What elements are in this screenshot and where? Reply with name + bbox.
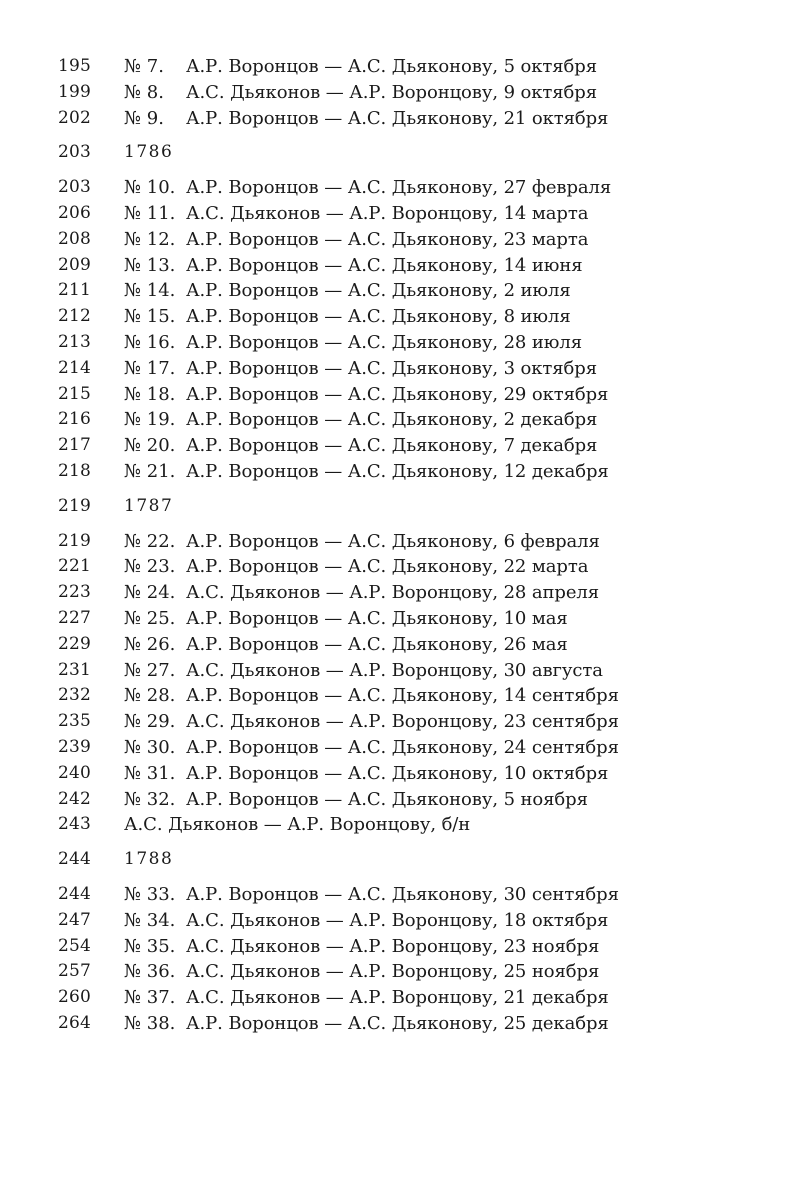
letter-number: № 32. [124, 788, 176, 810]
letter-title: А.Р. Воронцов — А.С. Дьяконову, 2 июля [186, 280, 571, 302]
letter-title: А.Р. Воронцов — А.С. Дьяконову, 5 октября [186, 56, 597, 77]
letter-number: № 38. [124, 1012, 176, 1034]
toc-entry [58, 106, 778, 132]
toc-entry [58, 934, 778, 960]
toc-entry [58, 433, 778, 459]
page-number: 254 [58, 935, 92, 956]
toc-entry [58, 356, 778, 382]
toc-entry [58, 812, 778, 838]
toc-entry [58, 554, 778, 580]
toc-entry [58, 882, 778, 908]
toc-entry [58, 761, 778, 787]
letter-number: № 34. [124, 909, 176, 931]
toc-entry [58, 1011, 778, 1037]
letter-title: А.Р. Воронцов — А.С. Дьяконову, 10 мая [186, 607, 568, 629]
letter-title: А.Р. Воронцов — А.С. Дьяконову, 6 февраля [186, 530, 600, 552]
letter-number: № 36. [124, 961, 176, 983]
toc-entry [58, 407, 778, 433]
year-label: 1788 [124, 849, 174, 870]
page-number: 195 [58, 56, 92, 76]
toc-entry [58, 175, 778, 201]
letter-title: А.Р. Воронцов — А.С. Дьяконову, 23 марта [186, 228, 589, 250]
letter-title: А.С. Дьяконов — А.Р. Воронцову, 21 декабря [186, 987, 609, 1009]
page-number: 209 [58, 254, 92, 275]
table-of-contents-list [58, 54, 778, 1037]
page-number: 235 [58, 711, 92, 732]
page-number: 257 [58, 961, 92, 982]
letter-number: № 25. [124, 607, 176, 629]
letter-title: А.Р. Воронцов — А.С. Дьяконову, 8 июля [186, 306, 571, 328]
letter-title: А.Р. Воронцов — А.С. Дьяконову, 7 декабря [186, 435, 598, 457]
letter-title: А.С. Дьяконов — А.Р. Воронцову, 23 ноября [186, 935, 600, 957]
page-number: 264 [58, 1012, 92, 1033]
letter-title: А.Р. Воронцов — А.С. Дьяконову, 21 октября [186, 107, 609, 129]
page-number: 203 [58, 142, 92, 163]
letter-title: А.Р. Воронцов — А.С. Дьяконову, 3 октября [186, 357, 597, 379]
letter-number: № 31. [124, 762, 176, 784]
page-number: 219 [58, 530, 92, 551]
toc-entry [58, 787, 778, 813]
page-number: 242 [58, 788, 92, 809]
toc-entry [58, 632, 778, 658]
letter-number: № 33. [124, 883, 176, 905]
letter-title: А.Р. Воронцов — А.С. Дьяконову, 12 декабря [186, 460, 609, 482]
toc-entry [58, 658, 778, 684]
page-number: 211 [58, 280, 92, 301]
letter-number: № 20. [124, 435, 176, 457]
letter-title: А.Р. Воронцов — А.С. Дьяконову, 25 декабря [186, 1012, 609, 1034]
letter-title: А.С. Дьяконов — А.Р. Воронцову, 9 октября [186, 81, 597, 103]
page-number: 214 [58, 357, 92, 378]
year-label: 1787 [124, 495, 174, 516]
toc-entry [58, 580, 778, 606]
toc-entry [58, 278, 778, 304]
page-number: 239 [58, 736, 92, 757]
page-number: 206 [58, 202, 92, 223]
page-number: 243 [58, 814, 92, 835]
letter-title: А.С. Дьяконов — А.Р. Воронцову, 23 сентября [186, 711, 619, 733]
letter-number: № 16. [124, 331, 176, 353]
letter-number: № 11. [124, 202, 176, 224]
toc-entry [58, 459, 778, 485]
page-number: 231 [58, 659, 92, 680]
page-number: 240 [58, 762, 92, 783]
year-heading [58, 494, 778, 520]
toc-entry [58, 304, 778, 330]
letter-number: № 14. [124, 280, 176, 302]
letter-number: № 37. [124, 987, 176, 1009]
page-number: 202 [58, 107, 92, 128]
toc-entry [58, 709, 778, 735]
letter-title: А.С. Дьяконов — А.Р. Воронцову, 25 ноября [186, 961, 600, 983]
toc-entry [58, 382, 778, 408]
letter-title: А.Р. Воронцов — А.С. Дьяконову, 14 сентября [186, 685, 619, 707]
letter-title: А.Р. Воронцов — А.С. Дьяконову, 30 сентября [186, 883, 619, 905]
letter-title: А.Р. Воронцов — А.С. Дьяконову, 2 декабря [186, 409, 598, 431]
letter-title: А.Р. Воронцов — А.С. Дьяконову, 10 октября [186, 762, 609, 784]
letter-title: А.С. Дьяконов — А.Р. Воронцову, 28 апреля [186, 582, 599, 604]
letter-title: А.Р. Воронцов — А.С. Дьяконову, 26 мая [186, 633, 568, 655]
page-number: 199 [58, 81, 92, 102]
page-number: 223 [58, 582, 92, 603]
letter-number: № 28. [124, 685, 176, 707]
letter-title: А.Р. Воронцов — А.С. Дьяконову, 22 марта [186, 556, 589, 578]
letter-number: № 13. [124, 254, 176, 276]
page-number: 203 [58, 177, 92, 198]
page-number: 232 [58, 685, 92, 706]
letter-number: № 21. [124, 460, 176, 482]
letter-number: № 30. [124, 736, 176, 758]
letter-number: № 7. [124, 56, 164, 77]
toc-entry [58, 253, 778, 279]
letter-number: № 23. [124, 556, 176, 578]
toc-entry [58, 227, 778, 253]
toc-entry [58, 606, 778, 632]
page-number: 260 [58, 987, 92, 1008]
toc-entry [58, 908, 778, 934]
page-number: 213 [58, 331, 92, 352]
letter-title: А.Р. Воронцов — А.С. Дьяконову, 29 октября [186, 383, 609, 405]
letter-title: А.С. Дьяконов — А.Р. Воронцову, 30 августа [186, 659, 603, 681]
letter-title: А.Р. Воронцов — А.С. Дьяконову, 5 ноября [186, 788, 588, 810]
page-number: 229 [58, 633, 92, 654]
page-number: 208 [58, 228, 92, 249]
letter-number: № 15. [124, 306, 176, 328]
page-number: 219 [58, 495, 92, 516]
letter-title: А.С. Дьяконов — А.Р. Воронцову, б/н [124, 814, 471, 836]
page-number: 215 [58, 383, 92, 404]
page-number: 221 [58, 556, 92, 577]
page-number: 227 [58, 607, 92, 628]
year-heading [58, 140, 778, 166]
letter-title: А.Р. Воронцов — А.С. Дьяконову, 14 июня [186, 254, 583, 276]
letter-number: № 17. [124, 357, 176, 379]
toc-entry [58, 330, 778, 356]
toc-entry [58, 985, 778, 1011]
toc-entry [58, 529, 778, 555]
letter-number: № 35. [124, 935, 176, 957]
page-number: 247 [58, 909, 92, 930]
toc-entry [58, 80, 778, 106]
toc-entry [58, 201, 778, 227]
letter-number: № 24. [124, 582, 176, 604]
letter-title: А.С. Дьяконов — А.Р. Воронцову, 14 марта [186, 202, 589, 224]
letter-title: А.Р. Воронцов — А.С. Дьяконову, 27 февраля [186, 177, 612, 199]
letter-number: № 8. [124, 81, 164, 103]
year-label: 1786 [124, 142, 174, 163]
page-number: 212 [58, 306, 92, 327]
year-heading [58, 847, 778, 873]
toc-entry [58, 959, 778, 985]
letter-number: № 29. [124, 711, 176, 733]
page-number: 218 [58, 460, 92, 481]
letter-number: № 22. [124, 530, 176, 552]
letter-number: № 19. [124, 409, 176, 431]
page-number: 216 [58, 409, 92, 430]
toc-entry [58, 735, 778, 761]
toc-entry [58, 54, 778, 80]
letter-number: № 9. [124, 107, 164, 129]
page-number: 217 [58, 435, 92, 456]
letter-title: А.С. Дьяконов — А.Р. Воронцову, 18 октября [186, 909, 609, 931]
letter-number: № 26. [124, 633, 176, 655]
letter-number: № 27. [124, 659, 176, 681]
letter-number: № 18. [124, 383, 176, 405]
page-number: 244 [58, 883, 92, 904]
letter-number: № 12. [124, 228, 176, 250]
letter-title: А.Р. Воронцов — А.С. Дьяконову, 28 июля [186, 331, 582, 353]
toc-entry [58, 683, 778, 709]
page-number: 244 [58, 849, 92, 870]
letter-title: А.Р. Воронцов — А.С. Дьяконову, 24 сентября [186, 736, 619, 758]
letter-number: № 10. [124, 177, 176, 199]
